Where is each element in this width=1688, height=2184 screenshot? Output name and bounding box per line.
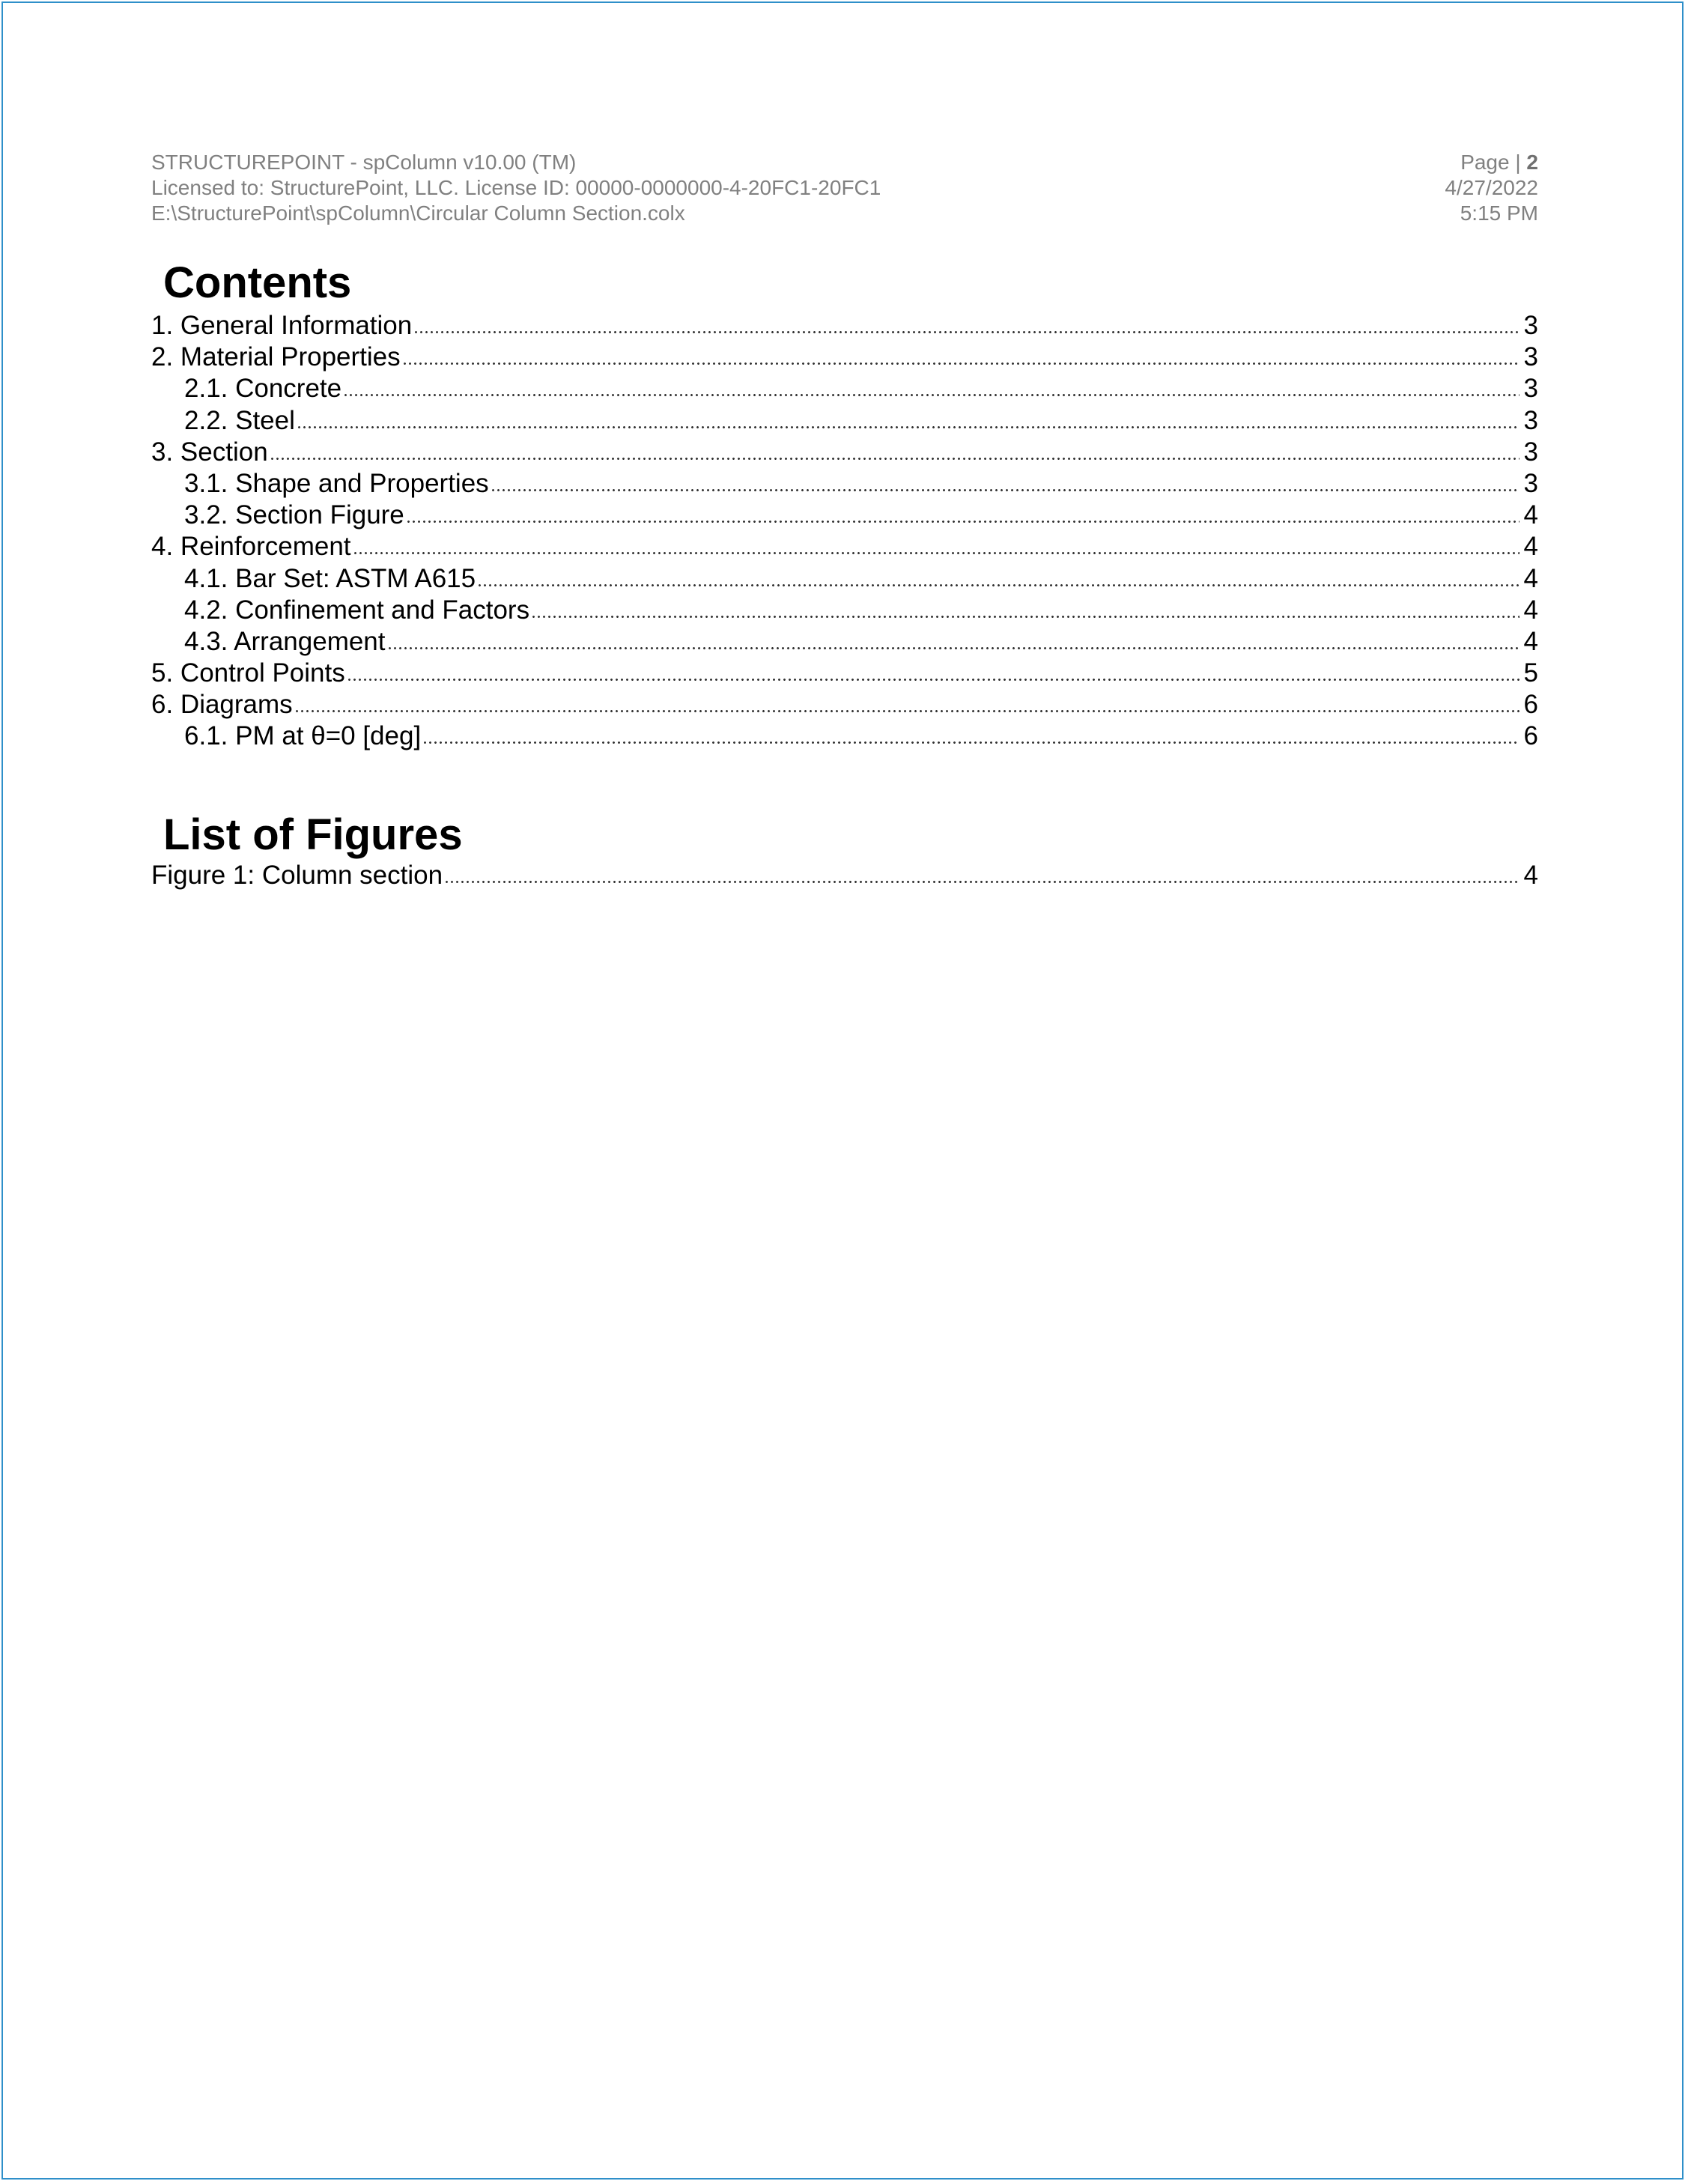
page-header — [151, 150, 1538, 226]
toc-dot-leader — [406, 504, 1519, 524]
toc-dot-leader — [343, 377, 1519, 397]
toc-entry-page: 4 — [1523, 595, 1538, 625]
toc-entry-label: 2.1. Concrete — [184, 374, 342, 404]
toc-subentry[interactable] — [151, 563, 1538, 595]
toc-entry[interactable] — [151, 531, 1538, 562]
figure-entry-label: Figure 1: Column section — [151, 861, 443, 890]
toc-entry-label: 4.3. Arrangement — [184, 626, 386, 656]
header-row-1 — [151, 150, 1538, 175]
toc-entry-label: 3. Section — [151, 437, 268, 467]
toc-dot-leader — [347, 662, 1519, 682]
toc-dot-leader — [297, 410, 1519, 429]
toc-dot-leader — [402, 346, 1519, 365]
toc-entry-label: 3.2. Section Figure — [184, 500, 404, 530]
toc-dot-leader — [294, 694, 1519, 713]
toc-dot-leader — [353, 536, 1519, 555]
toc-subentry[interactable] — [151, 626, 1538, 658]
toc-entry-label: 4.1. Bar Set: ASTM A615 — [184, 563, 476, 593]
toc-entry-page: 3 — [1523, 468, 1538, 498]
toc-subentry[interactable] — [151, 500, 1538, 531]
toc-subentry[interactable] — [151, 405, 1538, 437]
header-license: Licensed to: StructurePoint, LLC. License ID: 00000-0000000-4-20FC1-20FC1 — [151, 176, 881, 199]
toc-dot-leader — [270, 441, 1519, 461]
toc-entry[interactable] — [151, 342, 1538, 373]
header-page-prefix: Page | — [1460, 151, 1527, 174]
header-row-2 — [151, 175, 1538, 201]
toc-entry-page: 4 — [1523, 532, 1538, 562]
toc-entry-label: 6.1. PM at θ=0 [deg] — [184, 721, 422, 751]
header-program: STRUCTUREPOINT - spColumn v10.00 (TM) — [151, 151, 577, 174]
toc-entry-page: 4 — [1523, 500, 1538, 530]
toc-dot-leader — [413, 315, 1519, 334]
toc-dot-leader — [531, 599, 1519, 619]
toc-entry-page: 3 — [1523, 374, 1538, 404]
toc-entry[interactable] — [151, 310, 1538, 342]
toc-subentry[interactable] — [151, 373, 1538, 404]
toc-entry-label: 3.1. Shape and Properties — [184, 468, 489, 498]
toc-entry-label: 1. General Information — [151, 311, 413, 340]
toc-subentry[interactable] — [151, 721, 1538, 752]
toc-entry-page: 3 — [1523, 311, 1538, 340]
header-page — [1460, 150, 1538, 175]
toc-entry-page: 6 — [1523, 721, 1538, 751]
toc-entry[interactable] — [151, 437, 1538, 468]
toc-entry-label: 4. Reinforcement — [151, 532, 351, 562]
toc-dot-leader — [444, 864, 1519, 884]
contents-heading: Contents — [163, 258, 352, 307]
toc-entry-page: 4 — [1523, 563, 1538, 593]
toc-entry-page: 6 — [1523, 690, 1538, 720]
header-row-3 — [151, 201, 1538, 226]
toc-entry[interactable] — [151, 689, 1538, 721]
toc-entry-label: 4.2. Confinement and Factors — [184, 595, 530, 625]
toc-entry-label: 2. Material Properties — [151, 342, 401, 372]
toc-entry-page: 3 — [1523, 405, 1538, 435]
header-time: 5:15 PM — [1460, 201, 1538, 225]
header-date: 4/27/2022 — [1445, 176, 1538, 199]
header-page-number: 2 — [1526, 151, 1538, 174]
toc-dot-leader — [387, 631, 1519, 650]
toc-dot-leader — [422, 725, 1519, 744]
toc-dot-leader — [491, 473, 1519, 492]
contents-list — [151, 310, 1538, 753]
toc-entry[interactable] — [151, 658, 1538, 689]
toc-entry-page: 4 — [1523, 626, 1538, 656]
toc-subentry[interactable] — [151, 468, 1538, 500]
figures-heading: List of Figures — [163, 810, 463, 859]
figure-entry[interactable] — [151, 860, 1538, 891]
toc-entry-page: 3 — [1523, 342, 1538, 372]
toc-entry-label: 5. Control Points — [151, 658, 345, 688]
toc-entry-label: 6. Diagrams — [151, 690, 293, 720]
toc-entry-label: 2.2. Steel — [184, 405, 295, 435]
figures-list — [151, 860, 1538, 891]
toc-entry-page: 5 — [1523, 658, 1538, 688]
header-file-path: E:\StructurePoint\spColumn\Circular Column Section.colx — [151, 201, 685, 225]
toc-subentry[interactable] — [151, 595, 1538, 626]
figure-entry-page: 4 — [1523, 861, 1538, 890]
toc-entry-page: 3 — [1523, 437, 1538, 467]
toc-dot-leader — [477, 568, 1519, 587]
